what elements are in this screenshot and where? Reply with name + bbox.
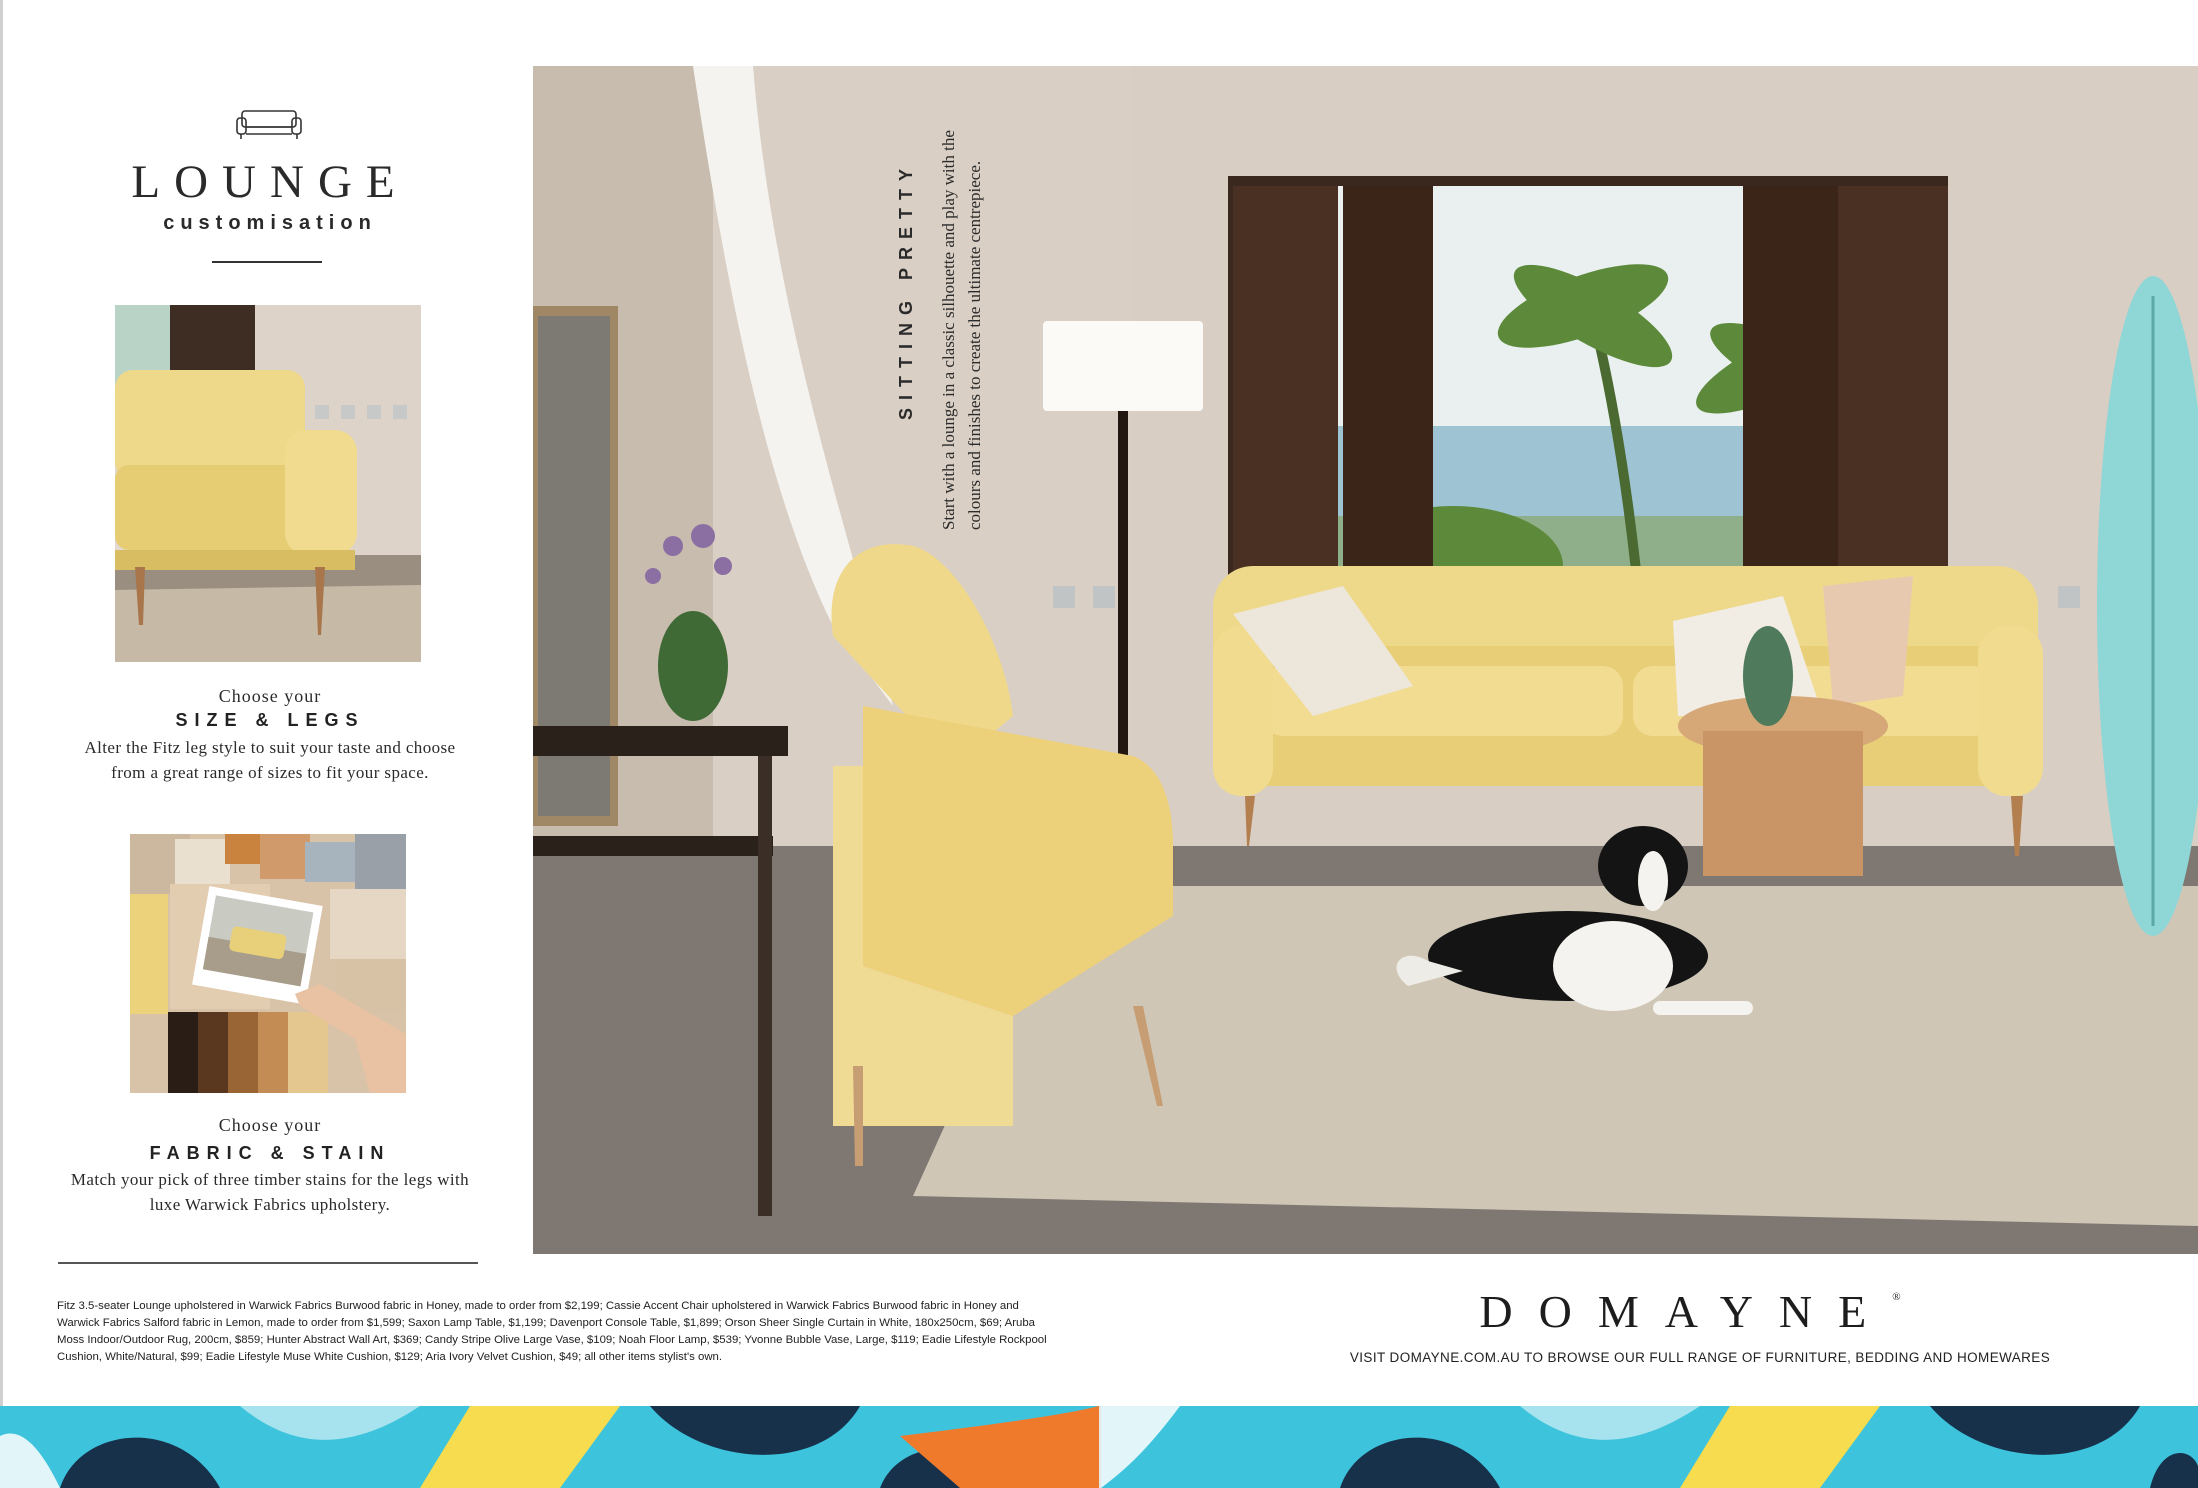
visit-website-text: VISIT DOMAYNE.COM.AU TO BROWSE OUR FULL RANGE OF FURNITURE, BEDDING AND HOMEWARES xyxy=(1349,1350,2051,1365)
brand-name: DOMAYNE xyxy=(1479,1286,1893,1337)
product-fine-print: Fitz 3.5-seater Lounge upholstered in Warwick Fabrics Burwood fabric in Honey, made to order from $2,199; Cassie Accent Chair upholstered in Warwick Fabrics Burwood fabric in Honey and Warwick Fabrics Salford fabric in Lemon, made to order from $1,599; Saxon Lamp Table, $1,199; Davenport Console Table, $1,899; Orson Sheer Single Curtain in White, 180x250cm, $69; Aruba Moss Indoor/Outdoor Rug, 200cm, $859; Hunter Abstract Wall Art, $369; Candy Stripe Olive Large Vase, $109; Noah Floor Lamp, $539; Yvonne Bubble Vase, Large, $119; Eadie Lifestyle Rockpool Cushion, White/Natural, $99; Eadie Lifestyle Muse White Cushion, $129; Aria Ivory Velvet Cushion, $49; all other items stylist's own. xyxy=(57,1300,1047,1363)
footer-divider xyxy=(58,1262,478,1264)
fabric-stain-photo xyxy=(130,834,406,1093)
size-legs-pre: Choose your xyxy=(218,686,322,706)
hero-heading: SITTING PRETTY xyxy=(896,160,916,420)
hero-living-room-photo xyxy=(533,66,2198,1254)
size-legs-body: Alter the Fitz leg style to suit your taste and choose from a great range of sizes to fit your space. xyxy=(84,738,456,782)
title-divider xyxy=(212,261,322,263)
page-spine xyxy=(0,0,3,1410)
decorative-pattern-band xyxy=(0,1406,2198,1488)
page-title: LOUNGE xyxy=(131,156,409,208)
sofa-icon xyxy=(236,108,302,140)
size-legs-heading: SIZE & LEGS xyxy=(175,710,365,730)
fabric-stain-heading: FABRIC & STAIN xyxy=(149,1143,391,1163)
hero-body: Start with a lounge in a classic silhouette and play with the colours and finishes to create the ultimate centrepiece. xyxy=(939,130,984,530)
fabric-stain-pre: Choose your xyxy=(218,1115,322,1135)
size-legs-photo xyxy=(115,305,421,662)
page-subtitle: customisation xyxy=(163,212,377,234)
brand-registered-mark: ® xyxy=(1892,1291,1901,1303)
hero-vertical-text xyxy=(846,100,1006,560)
brand-logo xyxy=(1430,1285,1950,1338)
fabric-stain-body: Match your pick of three timber stains for the legs with luxe Warwick Fabrics upholstery. xyxy=(70,1170,470,1214)
